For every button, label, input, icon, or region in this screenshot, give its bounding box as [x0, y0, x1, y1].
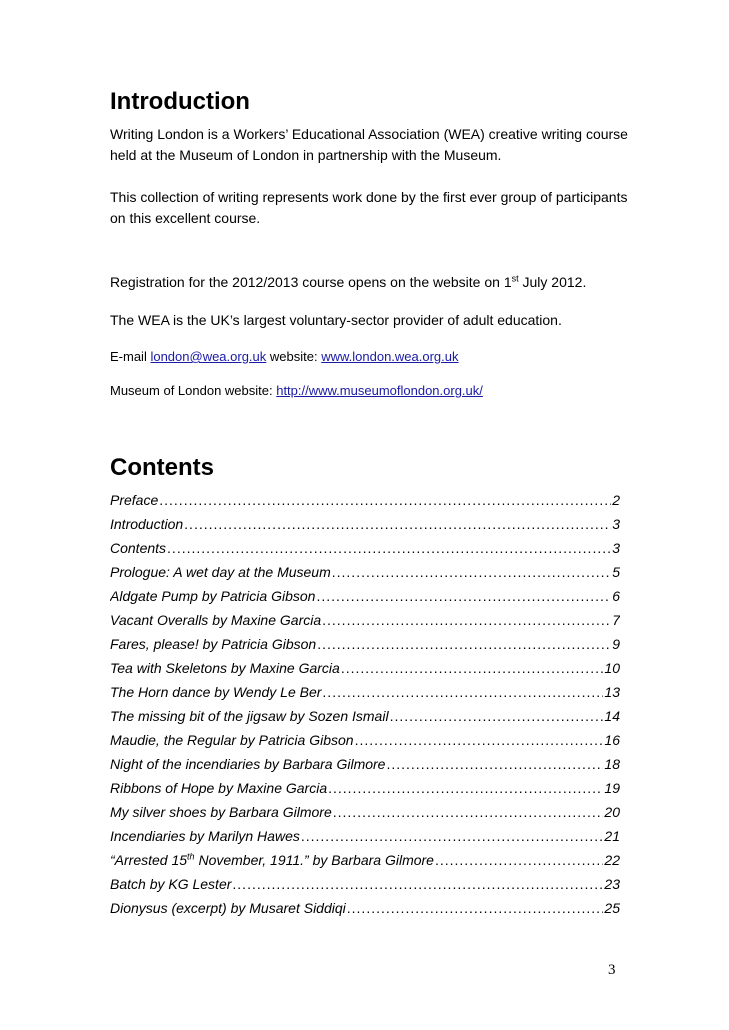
registration-date: July 2012. [518, 274, 587, 290]
contact-line [110, 346, 630, 367]
toc-title-text: Fares, please! by Patricia Gibson [110, 636, 317, 652]
museum-label: Museum of London website: [110, 383, 277, 398]
toc-title-text: Maudie, the Regular by Patricia Gibson [110, 732, 354, 748]
toc-page-number: 7 [612, 612, 620, 628]
ordinal-suffix: st [511, 273, 519, 284]
toc-title-text: The Horn dance by Wendy Le Ber [110, 684, 322, 700]
page-number: 3 [608, 962, 616, 978]
toc-entry[interactable] [110, 584, 620, 608]
toc-dot-leader [316, 584, 611, 608]
toc-entry-title [110, 752, 385, 776]
toc-title-text: Night of the incendiaries by Barbara Gilmore [110, 756, 386, 772]
toc-dot-leader [435, 848, 603, 872]
toc-page-number: 22 [604, 852, 620, 868]
toc-page-number: 14 [604, 708, 620, 724]
toc-entry-title [110, 896, 346, 920]
toc-page-number: 2 [612, 492, 620, 508]
website-label: website: [266, 349, 322, 364]
toc-entry[interactable] [110, 632, 620, 656]
toc-title-text: Vacant Overalls by Maxine Garcia [110, 612, 322, 628]
introduction-heading: Introduction [110, 88, 250, 115]
toc-dot-leader [232, 872, 603, 896]
toc-dot-leader [355, 728, 604, 752]
registration-text: Registration for the 2012/2013 course opens on the website on 1 [110, 274, 512, 290]
toc-title-text: Incendiaries by Marilyn Hawes [110, 828, 300, 844]
toc-entry[interactable] [110, 488, 620, 512]
toc-entry-title [110, 512, 183, 536]
toc-entry[interactable] [110, 752, 620, 776]
toc-page-number: 6 [612, 588, 620, 604]
toc-title-text: Contents [110, 540, 167, 556]
toc-dot-leader [322, 680, 603, 704]
toc-dot-leader [332, 560, 611, 584]
toc-dot-leader [322, 608, 611, 632]
toc-title-text: Aldgate Pump by Patricia Gibson [110, 588, 316, 604]
toc-entry-title [110, 680, 321, 704]
toc-entry[interactable] [110, 728, 620, 752]
toc-title-text: Ribbons of Hope by Maxine Garcia [110, 780, 328, 796]
toc-title-text: Prologue: A wet day at the Museum [110, 564, 331, 580]
toc-entry[interactable] [110, 800, 620, 824]
toc-dot-leader [317, 632, 611, 656]
toc-entry[interactable] [110, 608, 620, 632]
toc-entry-title [110, 560, 331, 584]
museum-website-link[interactable]: http://www.museumoflondon.org.uk/ [276, 383, 483, 398]
toc-entry[interactable] [110, 704, 620, 728]
toc-title-text: Dionysus (excerpt) by Musaret Siddiqi [110, 900, 346, 916]
wea-website-link[interactable]: www.london.wea.org.uk [321, 349, 459, 364]
toc-dot-leader [167, 536, 611, 560]
toc-entry-title [110, 824, 300, 848]
table-of-contents [110, 488, 620, 920]
toc-entry-title [110, 872, 231, 896]
toc-title-superscript: th [187, 851, 195, 862]
intro-paragraph-1: Writing London is a Workers’ Educational Association (WEA) creative writing course held at the Museum of London in partnership with the Museum. [110, 126, 628, 163]
toc-title-text: Batch by KG Lester [110, 876, 232, 892]
toc-page-number: 19 [604, 780, 620, 796]
museum-line [110, 380, 630, 401]
toc-page-number: 13 [604, 684, 620, 700]
toc-entry[interactable] [110, 824, 620, 848]
toc-page-number: 3 [612, 516, 620, 532]
toc-entry-title [110, 728, 354, 752]
toc-entry[interactable] [110, 512, 620, 536]
toc-entry[interactable] [110, 776, 620, 800]
toc-dot-leader [386, 752, 603, 776]
email-label: E-mail [110, 349, 151, 364]
toc-dot-leader [390, 704, 604, 728]
toc-dot-leader [159, 488, 611, 512]
toc-page-number: 3 [612, 540, 620, 556]
toc-entry[interactable] [110, 560, 620, 584]
toc-page-number: 23 [604, 876, 620, 892]
toc-entry-title [110, 488, 158, 512]
toc-page-number: 16 [604, 732, 620, 748]
toc-page-number: 25 [604, 900, 620, 916]
toc-entry[interactable] [110, 656, 620, 680]
toc-page-number: 20 [604, 804, 620, 820]
toc-entry[interactable] [110, 896, 620, 920]
toc-dot-leader [301, 824, 604, 848]
toc-entry-title [110, 536, 166, 560]
toc-title-text: Introduction [110, 516, 184, 532]
toc-title-text: The missing bit of the jigsaw by Sozen Ismail [110, 708, 389, 724]
toc-page-number: 21 [604, 828, 620, 844]
toc-title-text: November, 1911.” by Barbara Gilmore [194, 852, 434, 868]
toc-title-text: My silver shoes by Barbara Gilmore [110, 804, 332, 820]
toc-entry[interactable] [110, 872, 620, 896]
email-link[interactable]: london@wea.org.uk [150, 349, 267, 364]
toc-entry-title [110, 800, 332, 824]
toc-entry[interactable] [110, 536, 620, 560]
toc-entry-title [110, 656, 340, 680]
toc-page-number: 10 [604, 660, 620, 676]
toc-dot-leader [347, 896, 604, 920]
toc-dot-leader [341, 656, 604, 680]
toc-page-number: 9 [612, 636, 620, 652]
toc-entry[interactable] [110, 680, 620, 704]
toc-title-text: Tea with Skeletons by Maxine Garcia [110, 660, 340, 676]
contents-heading: Contents [110, 454, 214, 481]
toc-page-number: 5 [612, 564, 620, 580]
toc-dot-leader [184, 512, 611, 536]
toc-page-number: 18 [604, 756, 620, 772]
toc-entry-title [110, 704, 389, 728]
toc-dot-leader [333, 800, 604, 824]
toc-entry-title [110, 632, 316, 656]
toc-title-text: Preface [110, 492, 159, 508]
toc-entry-title [110, 848, 434, 872]
intro-paragraph-4: The WEA is the UK’s largest voluntary-sector provider of adult education. [110, 312, 562, 328]
intro-paragraph-3 [110, 272, 630, 293]
toc-entry[interactable] [110, 848, 620, 872]
toc-title-text: “Arrested 15 [110, 852, 188, 868]
toc-entry-title [110, 608, 321, 632]
intro-paragraph-2: This collection of writing represents work done by the first ever group of participants on this excellent course. [110, 189, 628, 226]
toc-dot-leader [328, 776, 603, 800]
toc-entry-title [110, 584, 315, 608]
toc-entry-title [110, 776, 327, 800]
